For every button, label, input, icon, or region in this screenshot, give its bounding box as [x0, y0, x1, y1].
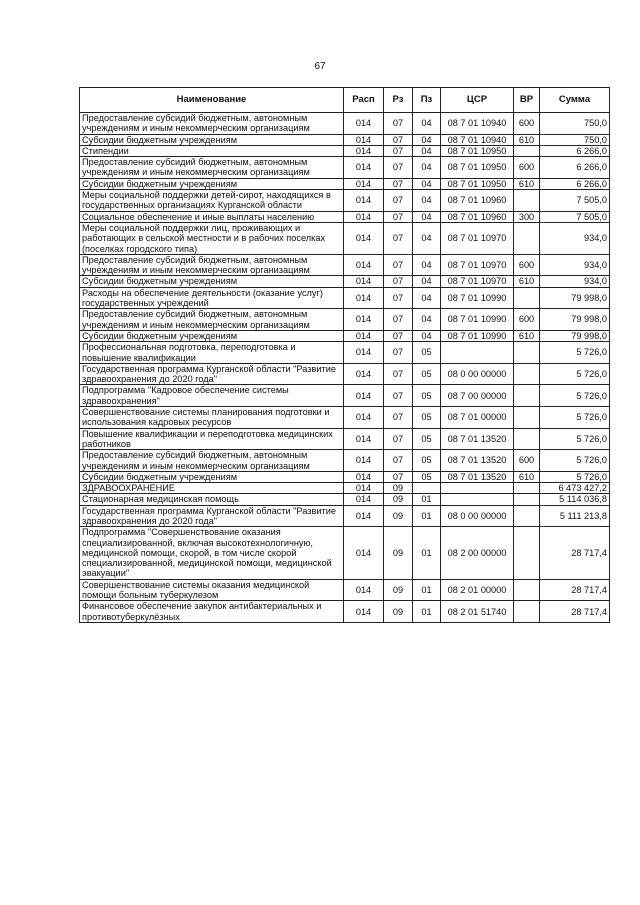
- row-rz: 07: [384, 287, 413, 309]
- row-vr: 600: [514, 254, 540, 276]
- table-header: [80, 88, 610, 113]
- header-sum: Сумма: [540, 88, 610, 113]
- row-rasp: 014: [344, 222, 384, 254]
- row-csr: 08 7 01 10970: [441, 254, 514, 276]
- table-row: [80, 527, 610, 579]
- table-row: [80, 145, 610, 156]
- row-vr: 300: [514, 211, 540, 222]
- row-rasp: 014: [344, 309, 384, 331]
- row-vr: [514, 342, 540, 364]
- row-rz: 09: [384, 579, 413, 601]
- row-name: Совершенствование системы планирования подготовки и использования кадровых ресурсов: [80, 407, 344, 429]
- row-sum: 5 726,0: [540, 363, 610, 385]
- row-sum: 6 266,0: [540, 157, 610, 179]
- table-row: [80, 178, 610, 189]
- header-rz: Рз: [384, 88, 413, 113]
- row-csr: 08 7 01 10990: [441, 287, 514, 309]
- row-rasp: 014: [344, 494, 384, 505]
- table-row: [80, 601, 610, 623]
- row-name: Государственная программа Курганской области "Развитие здравоохранения до 2020 года": [80, 505, 344, 527]
- row-rasp: 014: [344, 505, 384, 527]
- row-csr: 08 7 01 13520: [441, 428, 514, 450]
- table-row: [80, 287, 610, 309]
- row-name: Предоставление субсидий бюджетным, автономным учреждениям и иным некоммерческим организациям: [80, 157, 344, 179]
- row-vr: [514, 428, 540, 450]
- row-vr: [514, 287, 540, 309]
- row-vr: 610: [514, 330, 540, 341]
- table-row: [80, 483, 610, 494]
- row-rz: 09: [384, 483, 413, 494]
- row-rz: 07: [384, 330, 413, 341]
- row-name: Меры социальной поддержки лиц, проживающих и работающих в сельской местности и в рабочих поселках (поселках городского типа): [80, 222, 344, 254]
- header-csr: ЦСР: [441, 88, 514, 113]
- table-row: [80, 407, 610, 429]
- row-name: Субсидии бюджетным учреждениям: [80, 276, 344, 287]
- row-csr: 08 7 01 10950: [441, 157, 514, 179]
- row-sum: 5 726,0: [540, 407, 610, 429]
- row-pz: 05: [413, 342, 441, 364]
- row-sum: 6 473 427,2: [540, 483, 610, 494]
- row-sum: 750,0: [540, 134, 610, 145]
- row-rz: 07: [384, 471, 413, 482]
- row-csr: 08 7 01 13520: [441, 471, 514, 482]
- row-vr: 610: [514, 134, 540, 145]
- row-name: Предоставление субсидий бюджетным, автономным учреждениям и иным некоммерческим организациям: [80, 450, 344, 472]
- row-name: Предоставление субсидий бюджетным, автономным учреждениям и иным некоммерческим организациям: [80, 309, 344, 331]
- row-vr: [514, 579, 540, 601]
- row-rasp: 014: [344, 527, 384, 579]
- table-row: [80, 579, 610, 601]
- table-row: [80, 330, 610, 341]
- row-sum: 934,0: [540, 222, 610, 254]
- row-rz: 07: [384, 190, 413, 212]
- row-vr: 610: [514, 471, 540, 482]
- row-rasp: 014: [344, 342, 384, 364]
- row-name: Социальное обеспечение и иные выплаты населению: [80, 211, 344, 222]
- row-csr: 08 7 01 10970: [441, 222, 514, 254]
- row-rz: 07: [384, 157, 413, 179]
- row-rasp: 014: [344, 287, 384, 309]
- header-pz: Пз: [413, 88, 441, 113]
- row-csr: [441, 494, 514, 505]
- budget-table: [79, 87, 610, 623]
- row-pz: 04: [413, 190, 441, 212]
- row-name: Государственная программа Курганской области "Развитие здравоохранения до 2020 года": [80, 363, 344, 385]
- row-pz: 01: [413, 505, 441, 527]
- row-pz: 04: [413, 211, 441, 222]
- row-sum: 934,0: [540, 276, 610, 287]
- row-rz: 07: [384, 113, 413, 135]
- row-sum: 750,0: [540, 113, 610, 135]
- row-csr: 08 7 01 10960: [441, 211, 514, 222]
- table-row: [80, 254, 610, 276]
- row-pz: 04: [413, 157, 441, 179]
- row-pz: [413, 483, 441, 494]
- row-sum: 6 266,0: [540, 145, 610, 156]
- row-sum: 28 717,4: [540, 579, 610, 601]
- row-pz: 04: [413, 276, 441, 287]
- table-row: [80, 157, 610, 179]
- row-sum: 28 717,4: [540, 527, 610, 579]
- table-row: [80, 342, 610, 364]
- row-vr: 600: [514, 309, 540, 331]
- row-rasp: 014: [344, 145, 384, 156]
- row-csr: 08 7 01 10940: [441, 113, 514, 135]
- row-rz: 07: [384, 222, 413, 254]
- row-name: Совершенствование системы оказания медицинской помощи больным туберкулезом: [80, 579, 344, 601]
- row-vr: 610: [514, 276, 540, 287]
- row-pz: 04: [413, 309, 441, 331]
- row-rasp: 014: [344, 190, 384, 212]
- row-rz: 09: [384, 494, 413, 505]
- row-csr: 08 7 01 10940: [441, 134, 514, 145]
- row-pz: 05: [413, 407, 441, 429]
- row-name: Стипендии: [80, 145, 344, 156]
- row-pz: 05: [413, 363, 441, 385]
- row-sum: 7 505,0: [540, 211, 610, 222]
- row-rz: 07: [384, 134, 413, 145]
- row-sum: 7 505,0: [540, 190, 610, 212]
- header-name: Наименование: [80, 88, 344, 113]
- row-csr: 08 7 01 10950: [441, 145, 514, 156]
- table-row: [80, 309, 610, 331]
- row-csr: [441, 342, 514, 364]
- row-rz: 09: [384, 601, 413, 623]
- row-rasp: 014: [344, 428, 384, 450]
- row-vr: [514, 601, 540, 623]
- row-rz: 07: [384, 407, 413, 429]
- row-vr: [514, 363, 540, 385]
- row-vr: [514, 190, 540, 212]
- row-sum: 5 114 036,8: [540, 494, 610, 505]
- row-csr: 08 7 01 13520: [441, 450, 514, 472]
- row-sum: 5 111 213,8: [540, 505, 610, 527]
- row-name: Субсидии бюджетным учреждениям: [80, 471, 344, 482]
- row-rasp: 014: [344, 113, 384, 135]
- table-row: [80, 134, 610, 145]
- row-name: Предоставление субсидий бюджетным, автономным учреждениям и иным некоммерческим организациям: [80, 254, 344, 276]
- row-vr: 600: [514, 450, 540, 472]
- row-sum: 79 998,0: [540, 309, 610, 331]
- row-rasp: 014: [344, 407, 384, 429]
- row-rasp: 014: [344, 134, 384, 145]
- row-rz: 09: [384, 527, 413, 579]
- row-sum: 5 726,0: [540, 471, 610, 482]
- row-name: Профессиональная подготовка, переподготовка и повышение квалификации: [80, 342, 344, 364]
- row-csr: 08 2 01 00000: [441, 579, 514, 601]
- row-sum: 79 998,0: [540, 287, 610, 309]
- row-rz: 07: [384, 450, 413, 472]
- row-rasp: 014: [344, 211, 384, 222]
- row-rasp: 014: [344, 157, 384, 179]
- table-row: [80, 363, 610, 385]
- row-name: Меры социальной поддержки детей-сирот, находящихся в государственных организациях Курганской области: [80, 190, 344, 212]
- row-pz: 01: [413, 579, 441, 601]
- row-csr: 08 7 01 10970: [441, 276, 514, 287]
- row-vr: 600: [514, 113, 540, 135]
- table-body: [80, 113, 610, 623]
- row-name: Предоставление субсидий бюджетным, автономным учреждениям и иным некоммерческим организациям: [80, 113, 344, 135]
- table-row: [80, 494, 610, 505]
- header-vr: ВР: [514, 88, 540, 113]
- row-vr: [514, 483, 540, 494]
- row-csr: 08 7 01 10990: [441, 309, 514, 331]
- row-rasp: 014: [344, 450, 384, 472]
- row-pz: 04: [413, 113, 441, 135]
- row-vr: [514, 527, 540, 579]
- row-vr: [514, 505, 540, 527]
- row-csr: 08 7 01 10950: [441, 178, 514, 189]
- row-pz: 01: [413, 494, 441, 505]
- page-number: 67: [314, 61, 326, 72]
- table-row: [80, 385, 610, 407]
- row-csr: 08 7 01 10990: [441, 330, 514, 341]
- row-vr: [514, 222, 540, 254]
- row-sum: 79 998,0: [540, 330, 610, 341]
- row-vr: [514, 385, 540, 407]
- row-rz: 07: [384, 428, 413, 450]
- row-vr: 610: [514, 178, 540, 189]
- row-pz: 04: [413, 222, 441, 254]
- row-vr: 600: [514, 157, 540, 179]
- row-rasp: 014: [344, 254, 384, 276]
- row-rasp: 014: [344, 385, 384, 407]
- row-name: Финансовое обеспечение закупок антибактериальных и противотуберкулёзных: [80, 601, 344, 623]
- table-row: [80, 222, 610, 254]
- row-pz: 01: [413, 601, 441, 623]
- table-row: [80, 428, 610, 450]
- row-rz: 07: [384, 309, 413, 331]
- row-csr: 08 2 01 51740: [441, 601, 514, 623]
- row-rasp: 014: [344, 178, 384, 189]
- table-row: [80, 113, 610, 135]
- row-pz: 04: [413, 145, 441, 156]
- row-pz: 04: [413, 178, 441, 189]
- table-row: [80, 505, 610, 527]
- row-csr: 08 0 00 00000: [441, 505, 514, 527]
- row-sum: 5 726,0: [540, 428, 610, 450]
- row-sum: 5 726,0: [540, 450, 610, 472]
- row-name: Повышение квалификации и переподготовка медицинских работников: [80, 428, 344, 450]
- table-row: [80, 190, 610, 212]
- row-rz: 07: [384, 342, 413, 364]
- row-rasp: 014: [344, 471, 384, 482]
- row-name: ЗДРАВООХРАНЕНИЕ: [80, 483, 344, 494]
- row-sum: 5 726,0: [540, 342, 610, 364]
- row-pz: 05: [413, 450, 441, 472]
- table-row: [80, 450, 610, 472]
- row-pz: 04: [413, 287, 441, 309]
- row-rz: 07: [384, 363, 413, 385]
- row-rz: 07: [384, 385, 413, 407]
- row-rasp: 014: [344, 579, 384, 601]
- table-row: [80, 276, 610, 287]
- row-name: Расходы на обеспечение деятельности (оказание услуг) государственных учреждений: [80, 287, 344, 309]
- row-pz: 05: [413, 471, 441, 482]
- row-csr: 08 7 00 00000: [441, 385, 514, 407]
- table-row: [80, 211, 610, 222]
- row-pz: 05: [413, 428, 441, 450]
- row-rasp: 014: [344, 330, 384, 341]
- row-vr: [514, 494, 540, 505]
- row-rasp: 014: [344, 363, 384, 385]
- row-vr: [514, 145, 540, 156]
- row-csr: 08 7 01 10960: [441, 190, 514, 212]
- row-sum: 6 266,0: [540, 178, 610, 189]
- row-rz: 07: [384, 276, 413, 287]
- header-rasp: Расп: [344, 88, 384, 113]
- row-csr: 08 2 00 00000: [441, 527, 514, 579]
- row-sum: 5 726,0: [540, 385, 610, 407]
- row-name: Субсидии бюджетным учреждениям: [80, 134, 344, 145]
- row-rz: 07: [384, 254, 413, 276]
- row-csr: [441, 483, 514, 494]
- row-rz: 07: [384, 178, 413, 189]
- row-pz: 04: [413, 330, 441, 341]
- row-pz: 01: [413, 527, 441, 579]
- row-rz: 07: [384, 211, 413, 222]
- row-sum: 934,0: [540, 254, 610, 276]
- row-rz: 09: [384, 505, 413, 527]
- row-name: Субсидии бюджетным учреждениям: [80, 330, 344, 341]
- row-name: Подпрограмма "Совершенствование оказания специализированной, включая высокотехнологичную, медицинской помощи, скорой, в том числе скорой специализированной, медицинской помощи, медицинской эвакуации": [80, 527, 344, 579]
- row-rz: 07: [384, 145, 413, 156]
- row-vr: [514, 407, 540, 429]
- row-pz: 04: [413, 254, 441, 276]
- table-row: [80, 471, 610, 482]
- row-rasp: 014: [344, 601, 384, 623]
- row-pz: 05: [413, 385, 441, 407]
- row-csr: 08 7 01 00000: [441, 407, 514, 429]
- row-sum: 28 717,4: [540, 601, 610, 623]
- row-name: Подпрограмма "Кадровое обеспечение системы здравоохранения": [80, 385, 344, 407]
- row-name: Стационарная медицинская помощь: [80, 494, 344, 505]
- row-name: Субсидии бюджетным учреждениям: [80, 178, 344, 189]
- row-csr: 08 0 00 00000: [441, 363, 514, 385]
- row-pz: 04: [413, 134, 441, 145]
- row-rasp: 014: [344, 276, 384, 287]
- row-rasp: 014: [344, 483, 384, 494]
